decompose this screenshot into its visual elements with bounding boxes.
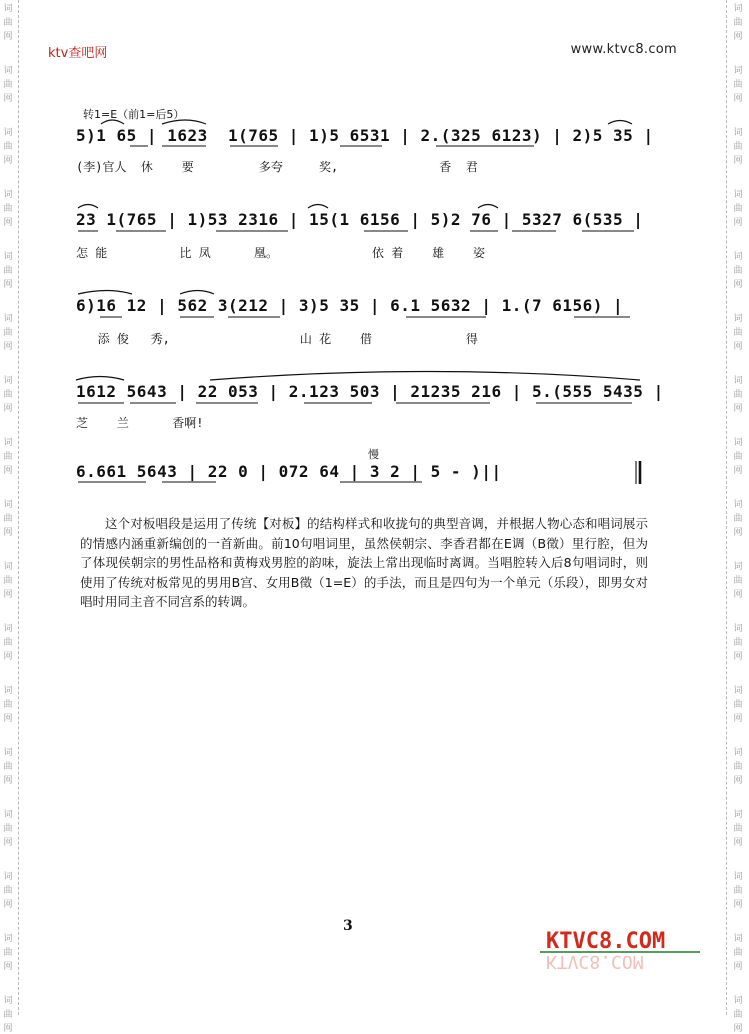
watermark-char: 网 <box>3 590 13 600</box>
watermark-char: 词 <box>733 376 743 386</box>
watermark-char: 词 <box>733 190 743 200</box>
watermark-char: 网 <box>733 94 743 104</box>
watermark-char: 网 <box>3 900 13 910</box>
watermark-char: 词 <box>3 934 13 944</box>
watermark-char: 曲 <box>3 886 13 896</box>
watermark-char: 词 <box>733 66 743 76</box>
watermark-char: 词 <box>733 252 743 262</box>
watermark-char: 网 <box>3 838 13 848</box>
watermark-char: 词 <box>3 438 13 448</box>
watermark-char: 网 <box>3 280 13 290</box>
watermark-char: 网 <box>733 280 743 290</box>
key-change-label: 转1=E（前1=后5） <box>83 108 185 121</box>
watermark-char: 网 <box>733 466 743 476</box>
score-notes-row-4: 1612 5643 | 22 053 | 2.123 503 | 21235 216 | 5.(555 5435 | <box>76 382 664 401</box>
watermark-char: 曲 <box>3 514 13 524</box>
watermark-char: 网 <box>3 32 13 42</box>
watermark-char: 曲 <box>733 638 743 648</box>
watermark-char: 词 <box>733 996 743 1006</box>
watermark-char: 网 <box>3 1024 13 1034</box>
watermark-char: 网 <box>3 466 13 476</box>
watermark-char: 词 <box>733 314 743 324</box>
watermark-char: 词 <box>733 624 743 634</box>
watermark-char: 曲 <box>3 638 13 648</box>
watermark-char: 词 <box>3 500 13 510</box>
watermark-char: 词 <box>733 4 743 14</box>
watermark-char: 网 <box>733 590 743 600</box>
score-lyrics-row-3: 添 俊 秀, 山 花 借 得 <box>76 332 478 346</box>
watermark-char: 词 <box>3 686 13 696</box>
watermark-char: 曲 <box>733 18 743 28</box>
watermark-char: 曲 <box>3 266 13 276</box>
watermark-char: 词 <box>3 190 13 200</box>
watermark-char: 网 <box>733 714 743 724</box>
watermark-char: 网 <box>733 32 743 42</box>
watermark-char: 词 <box>3 562 13 572</box>
watermark-char: 词 <box>733 934 743 944</box>
watermark-char: 词 <box>3 996 13 1006</box>
watermark-char: 曲 <box>733 452 743 462</box>
watermark-char: 曲 <box>733 204 743 214</box>
watermark-char: 曲 <box>733 824 743 834</box>
watermark-char: 曲 <box>3 390 13 400</box>
watermark-char: 曲 <box>3 1010 13 1020</box>
watermark-char: 词 <box>3 252 13 262</box>
score-lyrics-row-4: 芝 兰 香啊! <box>76 416 204 430</box>
watermark-char: 网 <box>3 156 13 166</box>
watermark-char: 词 <box>3 376 13 386</box>
watermark-char: 曲 <box>3 762 13 772</box>
watermark-char: 网 <box>733 838 743 848</box>
watermark-char: 词 <box>733 500 743 510</box>
watermark-char: 网 <box>3 652 13 662</box>
left-watermark-strip <box>0 0 19 1034</box>
svg-text:KTVC8.COM: KTVC8.COM <box>546 929 666 954</box>
watermark-char: 曲 <box>733 948 743 958</box>
watermark-char: 曲 <box>733 390 743 400</box>
tempo-mark: 慢 <box>368 448 379 461</box>
site-url[interactable]: www.ktvc8.com <box>570 42 677 57</box>
watermark-char: 词 <box>733 810 743 820</box>
watermark-char: 词 <box>3 66 13 76</box>
watermark-char: 曲 <box>3 824 13 834</box>
page-number: 3 <box>343 918 353 934</box>
watermark-char: 曲 <box>3 328 13 338</box>
watermark-char: 曲 <box>3 204 13 214</box>
watermark-char: 曲 <box>3 80 13 90</box>
watermark-char: 曲 <box>3 576 13 586</box>
watermark-char: 曲 <box>733 886 743 896</box>
watermark-char: 词 <box>3 748 13 758</box>
watermark-char: 网 <box>733 156 743 166</box>
watermark-char: 曲 <box>733 1010 743 1020</box>
watermark-char: 网 <box>3 528 13 538</box>
watermark-char: 网 <box>733 900 743 910</box>
watermark-char: 词 <box>733 562 743 572</box>
score-notes-row-1: 5)1 65 | 1623 1(765 | 1)5 6531 | 2.(325 6123) | 2)5 35 | <box>76 126 654 145</box>
watermark-char: 网 <box>733 652 743 662</box>
score-lyrics-row-1: (李)官人 休 要 多夸 奖, 香 君 <box>76 160 478 174</box>
watermark-char: 词 <box>733 128 743 138</box>
watermark-char: 曲 <box>733 142 743 152</box>
right-watermark-strip <box>726 0 749 1034</box>
watermark-char: 曲 <box>733 80 743 90</box>
watermark-char: 曲 <box>3 18 13 28</box>
watermark-char: 网 <box>733 342 743 352</box>
watermark-char: 曲 <box>733 514 743 524</box>
watermark-char: 曲 <box>733 700 743 710</box>
watermark-char: 曲 <box>3 142 13 152</box>
watermark-char: 词 <box>733 438 743 448</box>
svg-text:KTVC8.COM: KTVC8.COM <box>546 951 644 972</box>
ktvc8-logo <box>540 924 700 972</box>
watermark-char: 词 <box>3 314 13 324</box>
watermark-char: 网 <box>3 342 13 352</box>
watermark-char: 曲 <box>733 576 743 586</box>
score-notes-row-2: 23 1(765 | 1)53 2316 | 15(1 6156 | 5)2 76 | 5327 6(535 | <box>76 210 644 229</box>
watermark-char: 词 <box>3 872 13 882</box>
watermark-char: 网 <box>733 776 743 786</box>
watermark-char: 词 <box>3 810 13 820</box>
watermark-char: 网 <box>3 404 13 414</box>
watermark-char: 词 <box>733 872 743 882</box>
watermark-char: 词 <box>733 686 743 696</box>
watermark-char: 曲 <box>733 266 743 276</box>
watermark-char: 曲 <box>3 948 13 958</box>
watermark-char: 网 <box>3 218 13 228</box>
watermark-char: 曲 <box>733 762 743 772</box>
watermark-char: 曲 <box>3 452 13 462</box>
site-name[interactable]: ktv查吧网 <box>48 46 108 61</box>
score-notes-row-3: 6)16 12 | 562 3(212 | 3)5 35 | 6.1 5632 | 1.(7 6156) | <box>76 296 624 315</box>
watermark-char: 曲 <box>3 700 13 710</box>
watermark-char: 网 <box>3 714 13 724</box>
watermark-char: 网 <box>3 962 13 972</box>
watermark-char: 网 <box>3 94 13 104</box>
watermark-char: 曲 <box>733 328 743 338</box>
watermark-char: 网 <box>733 1024 743 1034</box>
watermark-char: 网 <box>733 962 743 972</box>
watermark-char: 词 <box>733 748 743 758</box>
score-lyrics-row-2: 怎 能 比 凤 凰。 依 着 雄 姿 <box>76 246 485 260</box>
score-notes-row-5: 6.661 5643 | 22 0 | 072 64 | 3 2 | 5 - )|| <box>76 462 502 481</box>
watermark-char: 网 <box>3 776 13 786</box>
watermark-char: 网 <box>733 404 743 414</box>
watermark-char: 网 <box>733 528 743 538</box>
watermark-char: 词 <box>3 128 13 138</box>
watermark-char: 词 <box>3 4 13 14</box>
watermark-char: 网 <box>733 218 743 228</box>
watermark-char: 词 <box>3 624 13 634</box>
commentary-paragraph: 这个对板唱段是运用了传统【对板】的结构样式和收拢句的典型音调，并根据人物心态和唱词展示的情感内涵重新编创的一首新曲。前10句唱词里，虽然侯朝宗、李香君都在E调（B徵）里行腔，但为了体现侯朝宗的男性品格和黄梅戏男腔的韵味，旋法上常出现临时离调。当唱腔转入后8句唱词时，则使用了传统对板常见的男用B宫、女用B徵（1=E）的手法，而且是四句为一个单元（乐段），即男女对唱时用同主音不同宫系的转调。 <box>80 516 648 610</box>
